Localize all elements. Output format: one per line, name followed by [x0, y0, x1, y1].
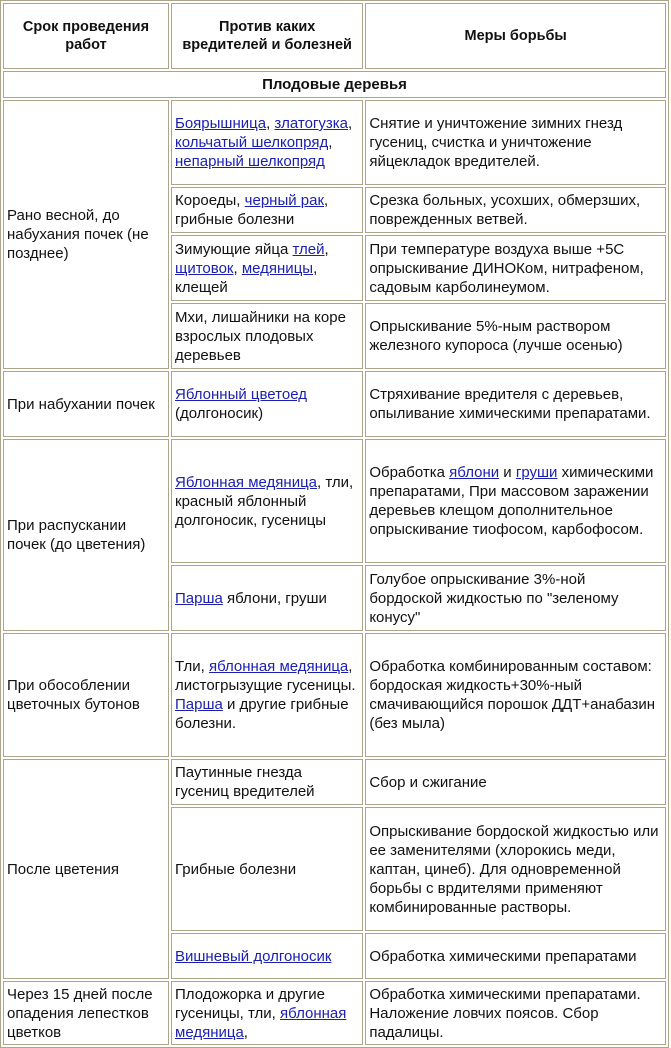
period-cell: Рано весной, до набухания почек (не позднее) [3, 100, 169, 369]
cell-link[interactable]: Парша [175, 696, 223, 713]
pest-cell [171, 759, 363, 805]
cell-text: (долгоносик) [175, 405, 264, 422]
measure-cell [365, 439, 666, 563]
cell-text: яблони, груши [222, 589, 327, 607]
pest-cell [171, 187, 363, 233]
pest-cell [171, 565, 363, 631]
cell-text: Паутинные гнезда гусениц вредителей [175, 764, 315, 800]
period-cell: При распускании почек (до цветения) [3, 439, 169, 631]
cell-text: химическими препаратами, При массовом заражении деревьев клещом дополнительное опрыскивание тиофосом, карбофосом. [369, 464, 654, 538]
cell-link[interactable]: Яблонный цветоед [175, 386, 307, 403]
cell-text: , [328, 134, 333, 151]
measure-cell: Срезка больных, усохших, обмерзших, поврежденных ветвей. [365, 187, 666, 233]
pest-cell [171, 303, 363, 369]
pest-cell [171, 933, 363, 979]
cell-text: Мхи, лишайники на коре взрослых плодовых деревьев [175, 308, 346, 364]
cell-link[interactable]: Боярышница [175, 115, 267, 132]
section-title: Плодовые деревья [3, 71, 666, 98]
cell-link[interactable]: Парша [175, 589, 223, 607]
cell-text: Короеды, [175, 192, 245, 209]
cell-text: , [348, 115, 353, 132]
table-body [3, 71, 666, 1045]
measure-cell: Стряхивание вредителя с деревьев, опыливание химическими препаратами. [365, 371, 666, 437]
header-period: Срок проведения работ [3, 3, 169, 69]
period-cell: После цветения [3, 759, 169, 979]
cell-text: , грибные болезни [175, 192, 329, 228]
table-row [3, 981, 666, 1045]
cell-link[interactable]: Вишневый долгоносик [175, 947, 332, 965]
cell-text: Обработка [369, 464, 450, 481]
cell-link[interactable]: яблони [449, 464, 500, 481]
cell-text: Плодожорка и другие гусеницы, тли, [175, 985, 325, 1022]
measure-cell: Обработка химическими препаратами. Наложение ловчих поясов. Сбор падалицы. [365, 981, 666, 1045]
measure-cell: Обработка комбинированным составом: бордоская жидкость+30%-ный смачивающийся порошок ДДТ+анабазин (без мыла) [365, 633, 666, 757]
cell-link[interactable]: груши [515, 464, 558, 481]
cell-text: Зимующие яйца [175, 240, 293, 258]
header-pests: Против каких вредителей и болезней [171, 3, 363, 69]
measure-cell: Сбор и сжигание [365, 759, 666, 805]
cell-link[interactable]: яблонная медяница [208, 658, 349, 675]
cell-link[interactable]: златогузка [274, 115, 349, 132]
cell-text: и [499, 464, 516, 481]
measure-cell: Снятие и уничтожение зимних гнезд гусениц, счистка и уничтожение яйцекладок вредителей. [365, 100, 666, 185]
cell-text: Грибные болезни [175, 860, 297, 878]
table-row [3, 759, 666, 805]
period-cell: При обособлении цветочных бутонов [3, 633, 169, 757]
table-row [3, 439, 666, 563]
cell-link[interactable]: черный рак [244, 192, 325, 209]
pest-cell [171, 807, 363, 931]
measure-cell: Обработка химическими препаратами [365, 933, 666, 979]
pest-cell [171, 235, 363, 301]
header-row [3, 3, 666, 69]
cell-text: , тли, красный яблонный долгоносик, гусеницы [175, 473, 354, 529]
cell-text: , листогрызущие гусеницы. [175, 658, 356, 694]
measure-cell: Опрыскивание бордоской жидкостью или ее заменителями (хлорокись меди, каптан, цинеб). Для одновременной борьбы с врдителями применяют комбинированные растворы. [365, 807, 666, 931]
table-row [3, 100, 666, 185]
period-cell: Через 15 дней после опадения лепестков цветков [3, 981, 169, 1045]
cell-link[interactable]: яблонная медяница [175, 1004, 347, 1041]
table-row [3, 371, 666, 437]
header-measures: Меры борьбы [365, 3, 666, 69]
measure-cell: Голубое опрыскивание 3%-ной бордоской жидкостью по "зеленому конусу" [365, 565, 666, 631]
pest-cell [171, 439, 363, 563]
cell-text: Тли, [175, 658, 209, 675]
cell-text: и другие грибные болезни. [175, 696, 349, 732]
cell-link[interactable]: щитовок [175, 259, 234, 277]
cell-link[interactable]: Яблонная медяница [175, 473, 318, 491]
measure-cell: При температуре воздуха выше +5С опрыскивание ДИНОКом, нитрафеном, садовым карболинеумом. [365, 235, 666, 301]
cell-link[interactable]: медяницы [241, 259, 314, 277]
pest-cell [171, 371, 363, 437]
cell-text: , клещей [175, 259, 318, 296]
table-row [3, 633, 666, 757]
cell-link[interactable]: тлей [292, 240, 325, 258]
cell-link[interactable]: непарный шелкопряд [175, 153, 325, 170]
measure-cell: Опрыскивание 5%-ным раствором железного купороса (лучше осенью) [365, 303, 666, 369]
cell-link[interactable]: кольчатый шелкопряд [175, 134, 329, 151]
cell-text: , [233, 259, 242, 277]
pest-cell [171, 633, 363, 757]
section-row [3, 71, 666, 98]
cell-text: , [324, 240, 329, 258]
period-cell: При набухании почек [3, 371, 169, 437]
pest-cell [171, 100, 363, 185]
pest-cell [171, 981, 363, 1045]
cell-text: , [266, 115, 275, 132]
cell-text: , [243, 1023, 248, 1041]
